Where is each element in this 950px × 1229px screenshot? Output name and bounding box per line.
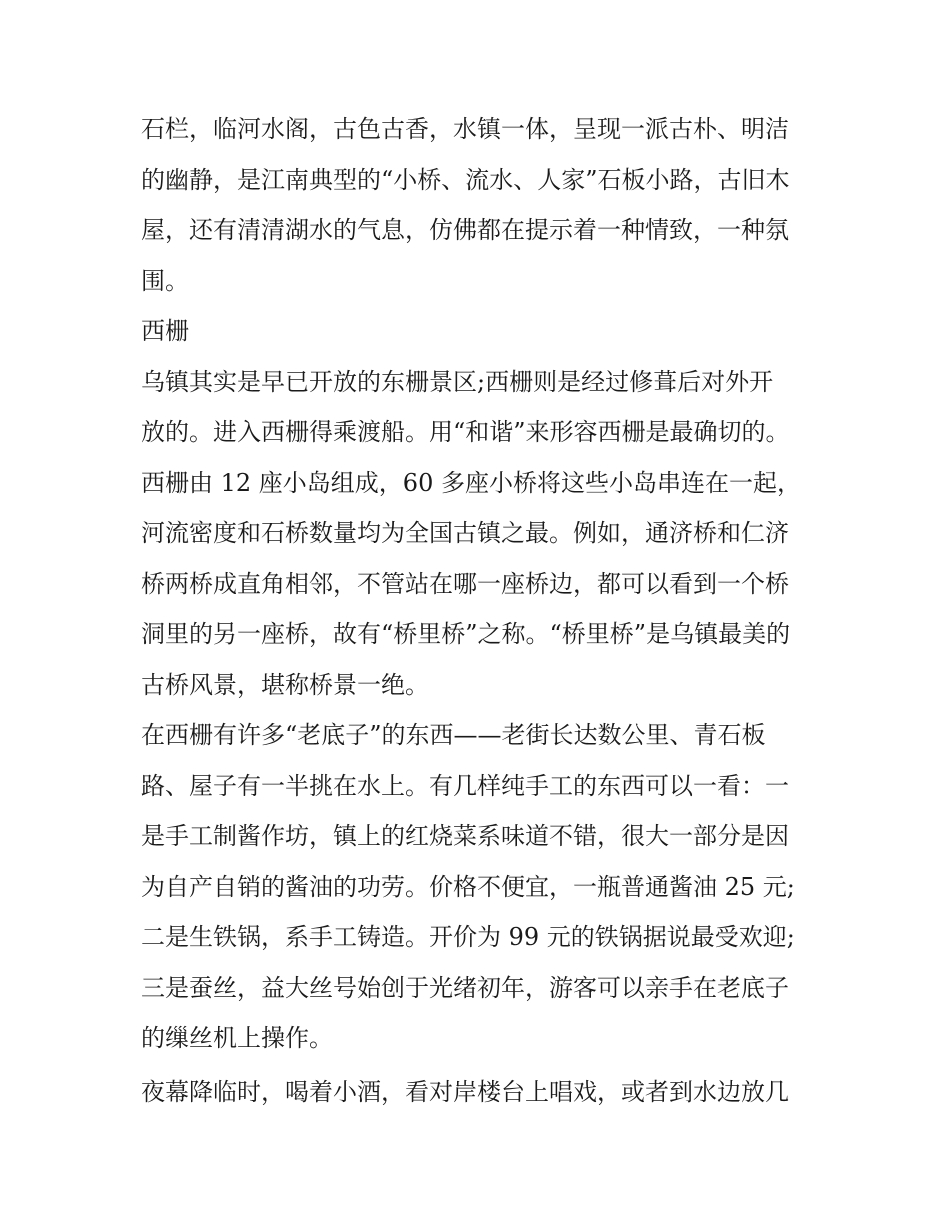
text-line: 古桥风景，堪称桥景一绝。 — [141, 670, 429, 699]
paragraph — [141, 710, 821, 1064]
text-line: 屋，还有清清湖水的气息，仿佛都在提示着一种情致，一种氛 — [141, 216, 789, 244]
paragraph — [141, 104, 821, 306]
text-line: 路、屋子有一半挑在水上。有几样纯手工的东西可以一看：一 — [141, 771, 789, 800]
paragraph — [141, 1067, 821, 1118]
text-line: 西栅由 12 座小岛组成，60 多座小桥将这些小岛串连在一起， — [141, 468, 801, 497]
text-line: 乌镇其实是早已开放的东栅景区;西栅则是经过修葺后对外开 — [141, 367, 774, 396]
text-line: 河流密度和石桥数量均为全国古镇之最。例如，通济桥和仁济 — [141, 519, 789, 547]
text-line: 放的。进入西栅得乘渡船。用“和谐”来形容西栅是最确切的。 — [141, 418, 790, 446]
text-line: 在西栅有许多“老底子”的东西——老街长达数公里、青石板 — [141, 721, 766, 749]
text-line: 的缫丝机上操作。 — [141, 1024, 333, 1052]
text-line: 围。 — [141, 266, 189, 295]
text-line: 二是生铁锅，系手工铸造。开价为 99 元的铁锅据说最受欢迎; — [141, 923, 795, 951]
document-body — [141, 104, 821, 1117]
text-line: 三是蚕丝，益大丝号始创于光绪初年，游客可以亲手在老底子 — [141, 973, 789, 1002]
section-heading — [141, 306, 821, 357]
text-line: 为自产自销的酱油的功劳。价格不便宜，一瓶普通酱油 25 元; — [141, 872, 795, 901]
text-line: 桥两桥成直角相邻，不管站在哪一座桥边，都可以看到一个桥 — [141, 569, 789, 598]
paragraph — [141, 357, 821, 711]
text-line: 洞里的另一座桥，故有“桥里桥”之称。“桥里桥”是乌镇最美的 — [141, 620, 791, 648]
text-line: 石栏，临河水阁，古色古香，水镇一体，呈现一派古朴、明洁 — [141, 115, 789, 143]
text-line: 夜幕降临时，喝着小酒，看对岸楼台上唱戏，或者到水边放几 — [141, 1077, 789, 1106]
heading-text: 西栅 — [141, 317, 189, 345]
text-line: 是手工制酱作坊，镇上的红烧菜系味道不错，很大一部分是因 — [141, 822, 789, 850]
text-line: 的幽静，是江南典型的“小桥、流水、人家”石板小路，古旧木 — [141, 165, 790, 194]
